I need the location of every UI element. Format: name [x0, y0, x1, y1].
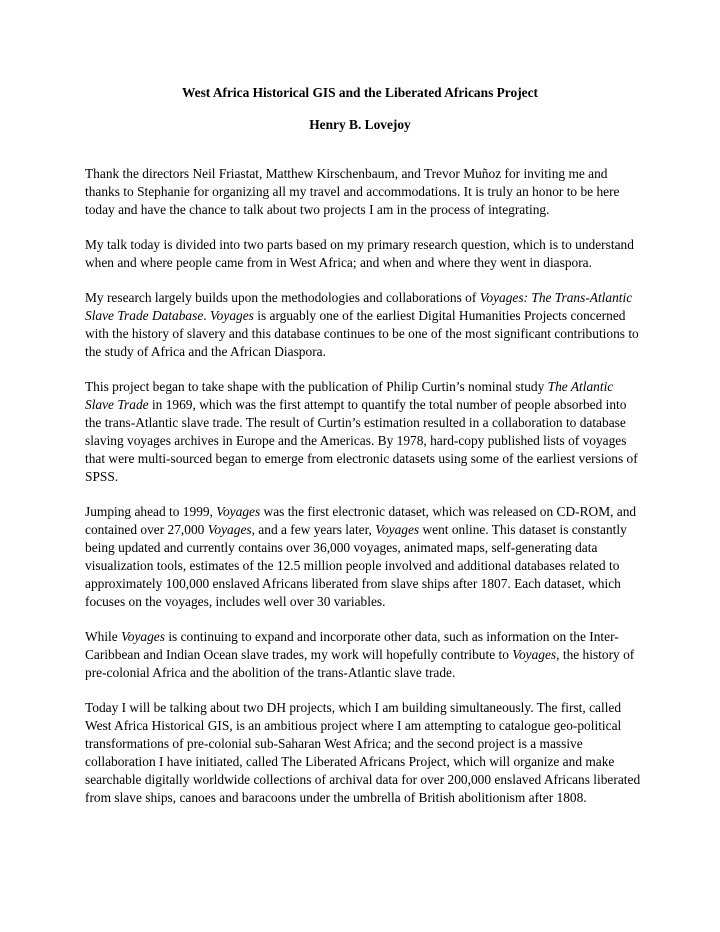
paragraph-text: , the history of pre-colonial Africa and the abolition of the trans-Atlantic slave trade.	[85, 647, 635, 680]
paragraph-text: in 1969, which was the first attempt to quantify the total number of people absorbed into the trans-Atlantic slave trade. The result of Curtin’s estimation resulted in a collaboration to database slaving voyages archives in Europe and the Americas. By 1978, hard-copy published lists of voyages that were multi-sourced began to emerge from electronic datasets using some of the earliest versions of SPSS.	[85, 397, 638, 484]
paragraph-4	[85, 378, 641, 486]
paragraph-text: is continuing to expand and incorporate other data, such as information on the Inter-Caribbean and Indian Ocean slave trades, my work will hopefully contribute to	[85, 629, 619, 662]
paragraph-3	[85, 289, 641, 361]
paragraph-text: While	[85, 629, 122, 644]
italic-title: Voyages	[512, 647, 557, 662]
italic-title: The Atlantic Slave Trade	[85, 379, 614, 412]
paragraph-2	[85, 236, 641, 272]
paragraph-text: was the first electronic dataset, which was released on CD-ROM, and contained over 27,000	[85, 504, 637, 537]
paragraph-5	[85, 503, 641, 611]
italic-title: Voyages	[121, 629, 165, 644]
document-body	[85, 165, 641, 824]
paragraph-6	[85, 628, 641, 682]
italic-title: Voyages	[209, 308, 254, 323]
document-author: Henry B. Lovejoy	[309, 117, 411, 132]
paragraph-text: This project began to take shape with the publication of Philip Curtin’s nominal study	[85, 379, 548, 394]
paragraph-text: .	[203, 308, 210, 323]
italic-title: Voyages	[216, 504, 261, 519]
italic-title: Voyages	[207, 522, 252, 537]
paragraph-text: Thank the directors Neil Friastat, Matthew Kirschenbaum, and Trevor Muñoz for inviting me and thanks to Stephanie for organizing all my travel and accommodations. It is truly an honor to be here today and have the chance to talk about two projects I am in the process of integrating.	[85, 166, 620, 217]
document-title: West Africa Historical GIS and the Liberated Africans Project	[181, 85, 539, 100]
paragraph-7	[85, 699, 641, 807]
paragraph-text: is arguably one of the earliest Digital Humanities Projects concerned with the history of slavery and this database continues to be one of the most significant contributions to the study of Africa and the African Diaspora.	[85, 308, 639, 359]
italic-title: Voyages: The Trans-Atlantic Slave Trade Database	[85, 290, 633, 323]
paragraph-text: My research largely builds upon the methodologies and collaborations of	[85, 290, 480, 305]
paragraph-text: Today I will be talking about two DH projects, which I am building simultaneously. The first, called West Africa Historical GIS, is an ambitious project where I am attempting to catalogue geo-political transformations of pre-colonial sub-Saharan West Africa; and the second project is a massive collaboration I have initiated, called The Liberated Africans Project, which will organize and make searchable digitally worldwide collections of archival data for over 200,000 enslaved Africans liberated from slave ships, canoes and baracoons under the umbrella of British abolitionism after 1808.	[85, 700, 641, 805]
paragraph-text: , and a few years later,	[251, 522, 376, 537]
paragraph-1	[85, 165, 641, 219]
paragraph-text: Jumping ahead to 1999,	[85, 504, 217, 519]
italic-title: Voyages	[375, 522, 420, 537]
paragraph-text: went online. This dataset is constantly being updated and currently contains over 36,000 voyages, animated maps, self-generating data visualization tools, estimates of the 12.5 million people involved and additional databases related to approximately 100,000 enslaved Africans liberated from slave ships after 1807. Each dataset, which focuses on the voyages, includes well over 30 variables.	[85, 522, 627, 609]
paragraph-text: My talk today is divided into two parts based on my primary research question, which is to understand when and where people came from in West Africa; and when and where they went in diaspora.	[85, 237, 634, 270]
